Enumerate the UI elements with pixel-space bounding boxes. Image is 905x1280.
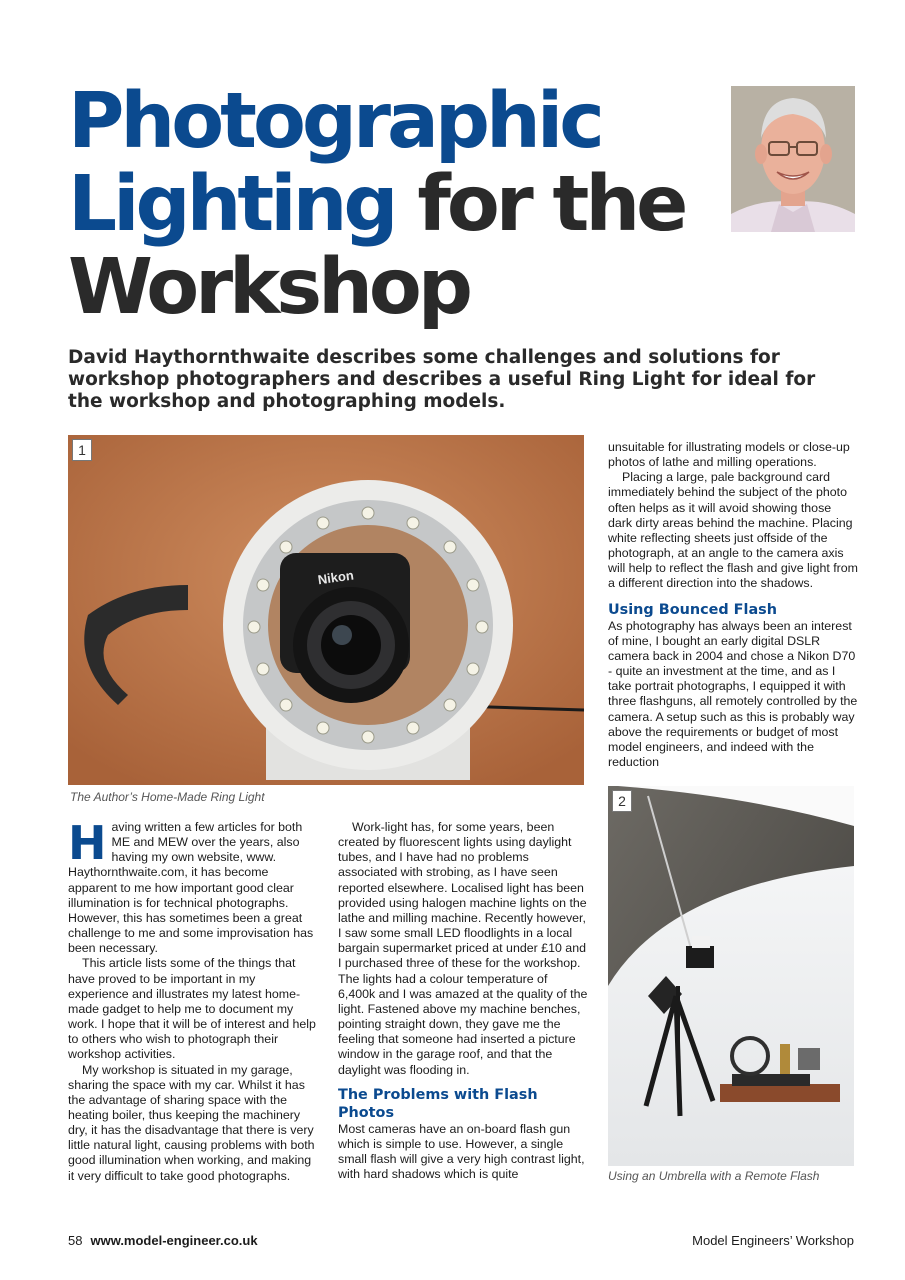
title-word-lighting: Lighting — [68, 160, 395, 249]
camera-brand-label: Nikon — [316, 567, 355, 588]
drop-cap: H — [68, 816, 107, 870]
col3-paragraph-2: Placing a large, pale background card immediately behind the subject of the photo often helps as it will avoid showing those dark dirty areas behind the machine. Placing white reflecting sheets just offside of the photograph, at an angle to the camera axis will help to reflect the flash and give light from a different direction into the shadows. — [608, 470, 859, 591]
column-1 — [68, 816, 318, 1184]
col3-paragraph-1: unsuitable for illustrating models or close-up photos of lathe and milling operations. — [608, 440, 850, 470]
col1-paragraph-3: My workshop is situated in my garage, sharing the space with my car. Whilst it has the advantage of sharing space with the heating boiler, thus keeping the machinery dry, it has the disadvantage that there is very little natural light, causing problems with both good illumination when working, and making it very difficult to take good photographs. — [68, 1062, 315, 1183]
title-line-3: Workshop — [68, 243, 469, 332]
figure-1-number: 1 — [72, 439, 92, 461]
col1-paragraph-2: This article lists some of the things that have proved to be important in my experience and illustrates my latest home-made gadget to help me to document my work. I hope that it will be of interest and help to others who wish to photograph their workshop activities. — [68, 956, 316, 1062]
page-number: 58 — [68, 1233, 83, 1248]
article-title — [68, 77, 708, 332]
standfirst: David Haythornthwaite describes some challenges and solutions for workshop photographers and describes a useful Ring Light for ideal for the workshop and photographing models. — [68, 347, 816, 412]
col3-paragraph-3: As photography has always been an interest of mine, I bought an early digital DSLR camera back in 2004 and chose a Nikon D70 - quite an investment at the time, and as I take portrait photographs, I equipped it with three flashguns, all remotely controlled by the camera. A setup such as this is probably way above the requirements or budget of most model engineers, and indeed with the reduction — [608, 618, 858, 769]
figure-2-caption: Using an Umbrella with a Remote Flash — [608, 1169, 820, 1183]
title-line-1: Photographic — [68, 77, 601, 166]
figure-1-caption: The Author’s Home-Made Ring Light — [70, 790, 265, 804]
figure-2-number: 2 — [612, 790, 632, 812]
col2-paragraph-1: Work-light has, for some years, been created by fluorescent lights using daylight tubes, and I have had no problems associated with strobing, as I have seen reported elsewhere. Localised light has been provided using halogen machine lights on the lathe and milling machine. Recently however, I saw some small LED floodlights in a local bargain supermarket priced at under £10 and I purchased three of these for the workshop. The lights had a colour temperature of 6,400k and I was amazed at the quality of the light. Fastened above my machine benches, pointing straight down, they gave me the feeling that someone had inserted a picture window in the garage roof, and that the daylight was flooding in. — [338, 820, 588, 1077]
heading-problems-with-flash: The Problems with Flash Photos — [338, 1086, 538, 1121]
figure-umbrella-flash-photo — [608, 786, 854, 1166]
column-2 — [338, 820, 588, 1182]
footer-website: www.model-engineer.co.uk — [90, 1233, 258, 1248]
column-3 — [608, 440, 858, 770]
footer-left — [68, 1233, 258, 1248]
author-portrait — [731, 86, 855, 232]
figure-ring-light-photo — [68, 435, 584, 785]
title-word-for-the: for the — [394, 160, 685, 249]
heading-using-bounced-flash: Using Bounced Flash — [608, 601, 777, 618]
footer-magazine-name: Model Engineers’ Workshop — [692, 1233, 854, 1248]
col1-paragraph-1: aving written a few articles for both ME and MEW over the years, also having my own website, www. Haythornthwaite.com, it has become apparent to me how important good clear illumination is for technical photographs. However, this has sometimes been a great challenge to me and some improvisation has been necessary. — [68, 820, 314, 956]
col2-paragraph-2: Most cameras have an on-board flash gun which is simple to use. However, a single small flash will give a very high contrast light, with hard shadows which is quite — [338, 1121, 585, 1182]
